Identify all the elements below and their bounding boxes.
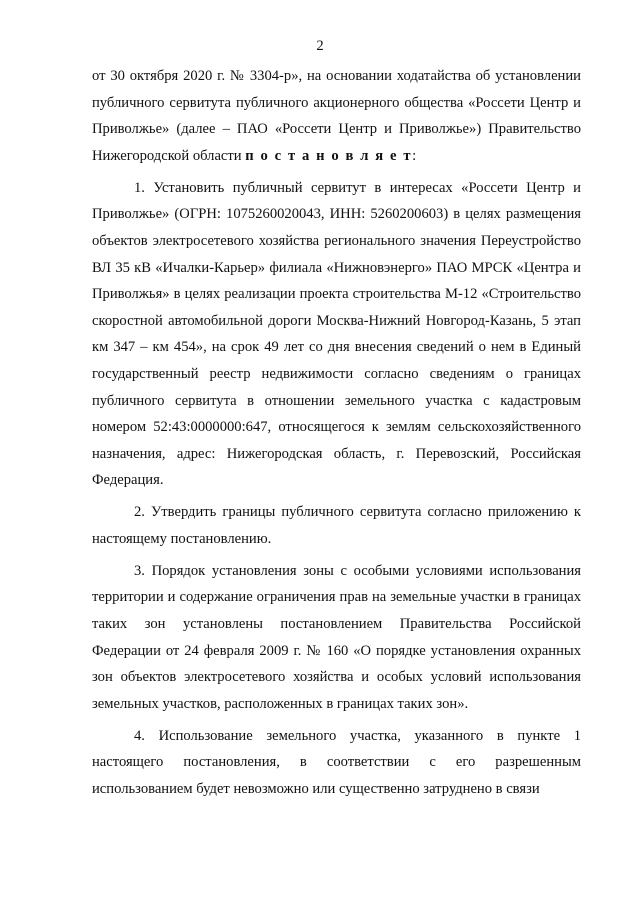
resolution-keyword: п о с т а н о в л я е т [245, 147, 413, 164]
page-number: 2 [316, 38, 324, 54]
preamble-paragraph [92, 63, 581, 169]
paragraph-1: 1. Установить публичный сервитут в интересах «Россети Центр и Приволжье» (ОГРН: 1075260020043, ИНН: 5260200603) в целях размещения объектов электросетевого хозяйства регионального значения Переустройство ВЛ 35 кВ «Ичалки-Карьер» филиала «Нижновэнерго» ПАО МРСК «Центра и Приволжья» в целях реализации проекта строительства М-12 «Строительство скоростной автомобильной дороги Москва-Нижний Новгород-Казань, 5 этап км 347 – км 454», на срок 49 лет со дня внесения сведений о нем в Единый государственный реестр недвижимости согласно сведениям о границах публичного сервитута в отношении земельного участка с кадастровым номером 52:43:0000000:647, относящегося к землям сельскохозяйственного назначения, адрес: Нижегородская область, г. Перевозский, Российская Федерация. [92, 179, 581, 489]
preamble-tail: : [412, 147, 417, 164]
paragraph-3: 3. Порядок установления зоны с особыми условиями использования территории и содержание ограничения прав на земельные участки в границах таких зон установлены постановлением Правительства Российской Федерации от 24 февраля 2009 г. № 160 «О порядке установления охранных зон объектов электросетевого хозяйства и особых условий использования земельных участков, расположенных в границах таких зон». [92, 562, 581, 712]
paragraph-2: 2. Утвердить границы публичного сервитута согласно приложению к настоящему постановлению. [92, 504, 581, 547]
preamble-text: от 30 октября 2020 г. № 3304-р», на основании ходатайства об установлении публичного сервитута публичного акционерного общества «Россети Центр и Приволжье» (далее – ПАО «Россети Центр и Приволжье») Правительство Нижегородской области [92, 68, 581, 164]
document-body [92, 63, 581, 803]
paragraph-4: 4. Использование земельного участка, указанного в пункте 1 настоящего постановления, в соответствии с его разрешенным использованием будет невозможно или существенно затруднено в связи [92, 727, 581, 797]
